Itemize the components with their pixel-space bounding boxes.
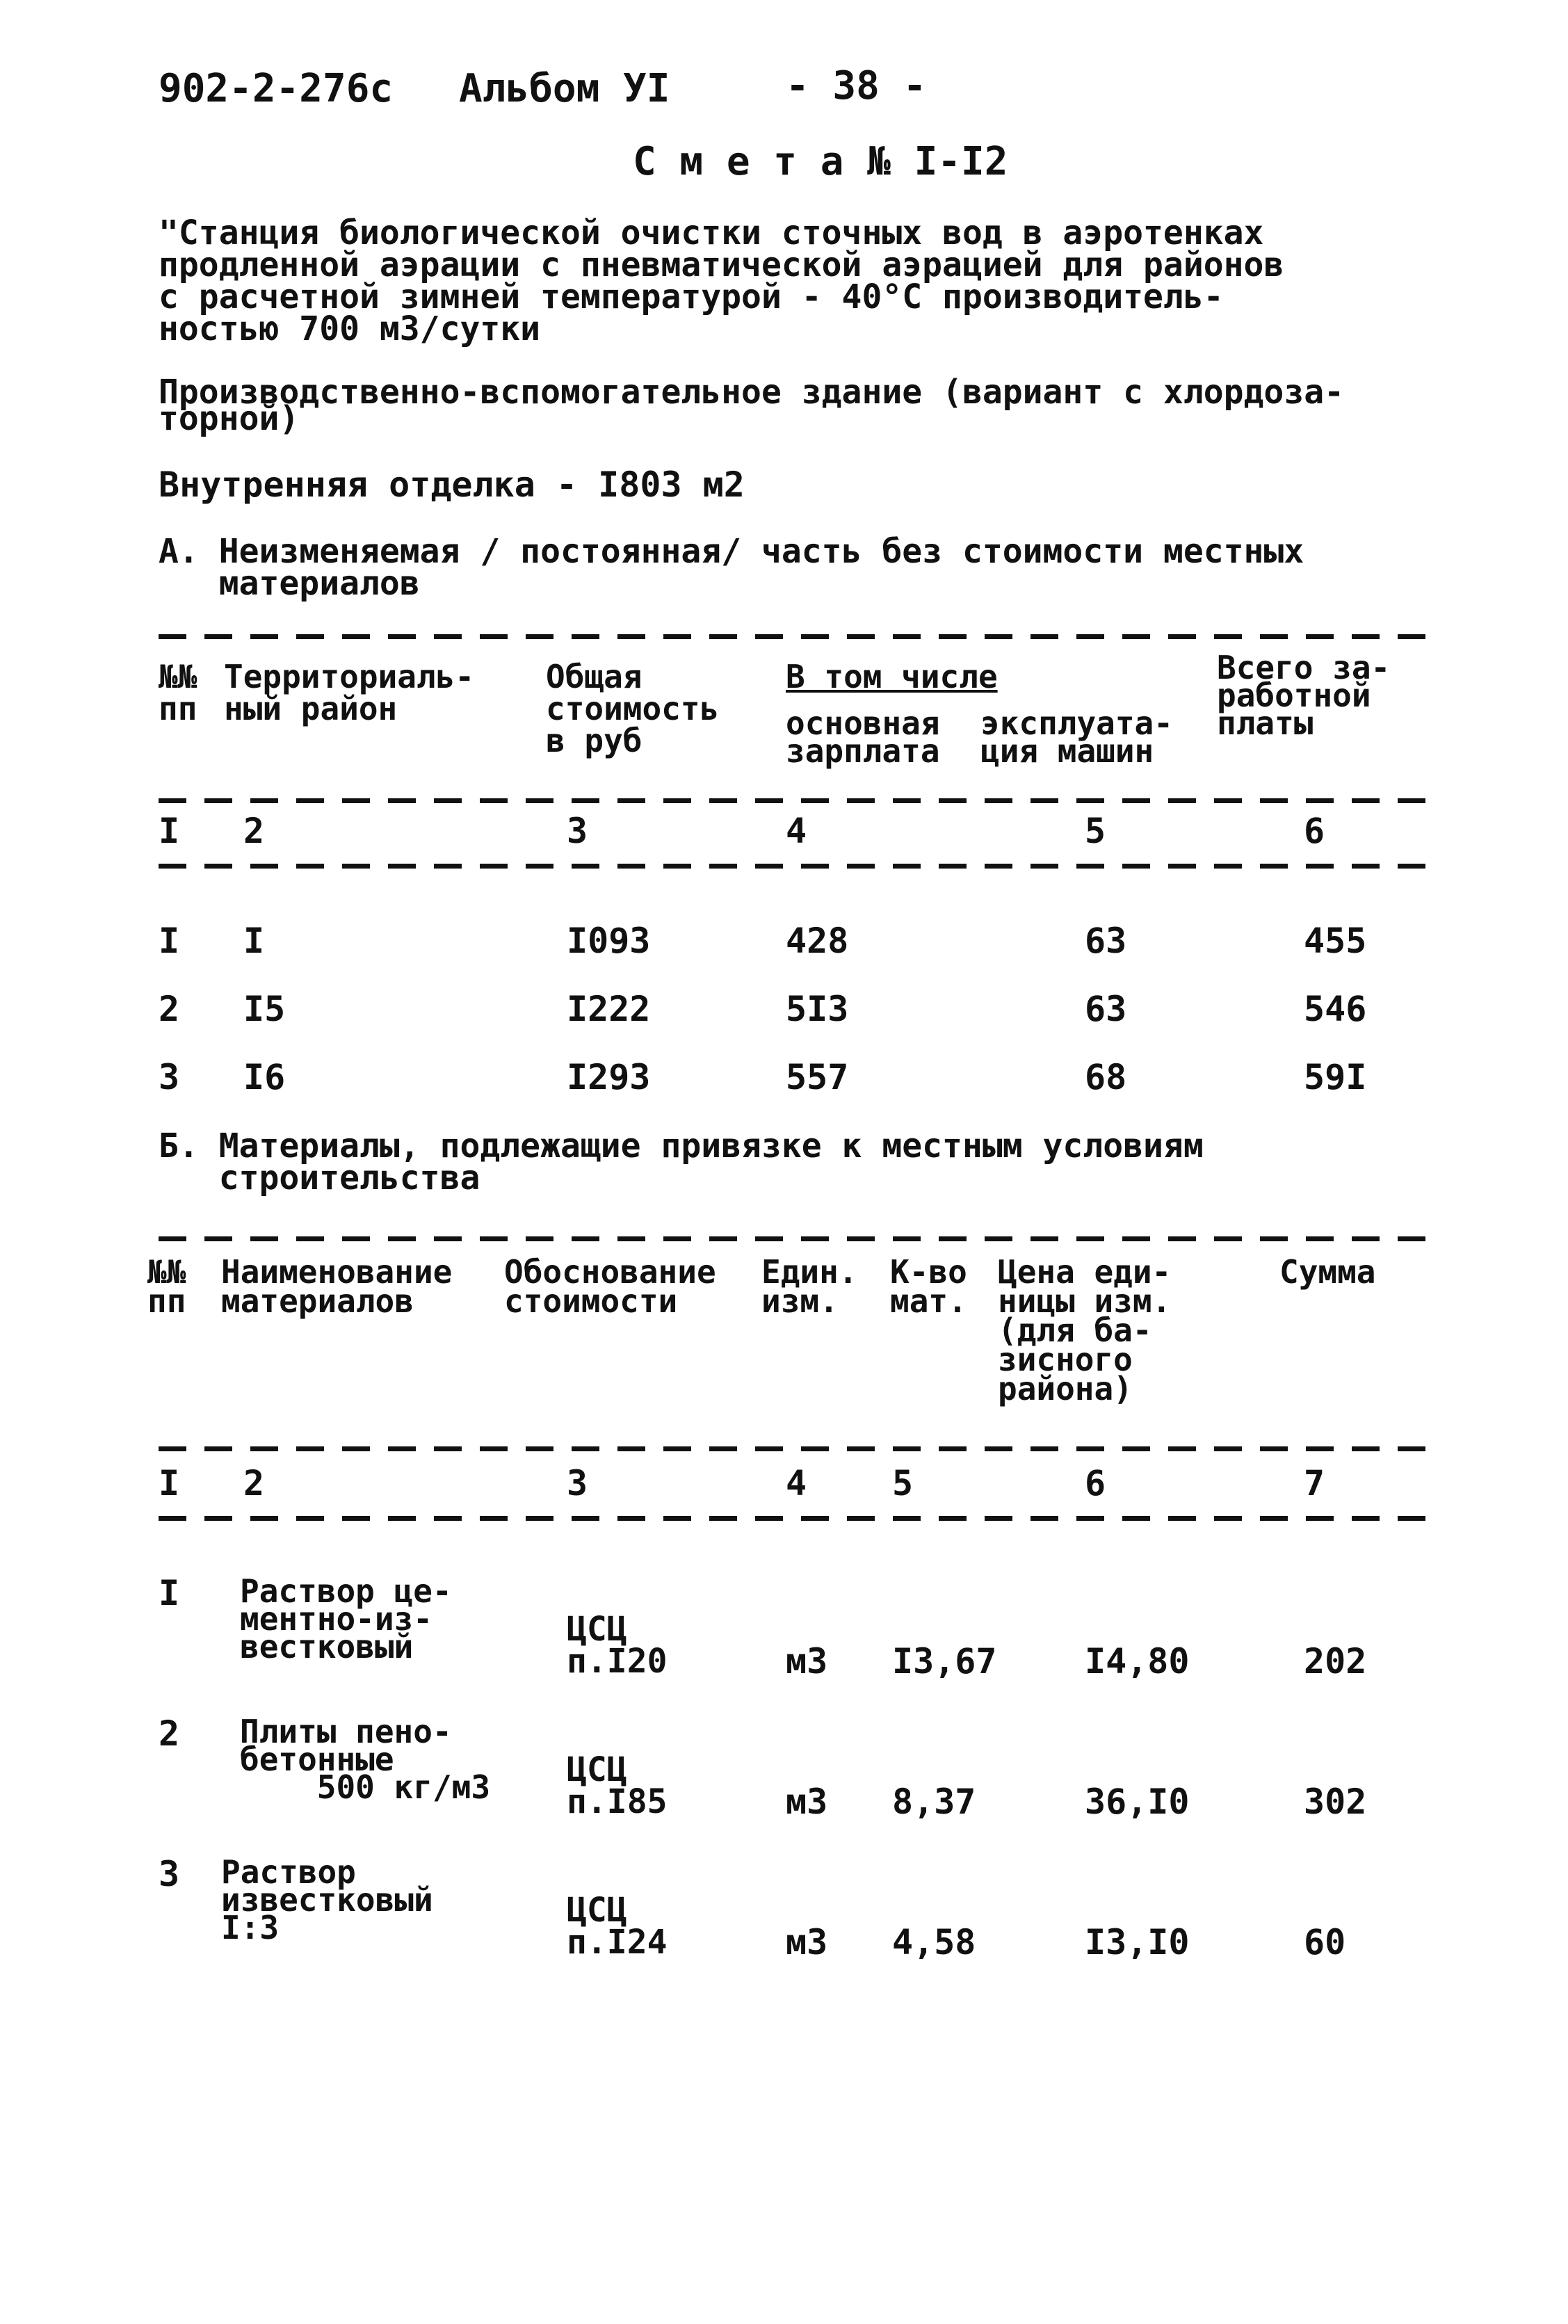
col-number: 4: [786, 1463, 807, 1503]
row-basis: ЦСЦ п.I85: [567, 1750, 668, 1821]
row-unit: м3: [786, 1641, 828, 1681]
row-machines: 63: [1085, 921, 1127, 961]
col-number: 3: [567, 811, 588, 851]
col-header-basis: Обоснование стоимости: [504, 1253, 716, 1320]
row-total-wages: 546: [1304, 989, 1367, 1029]
row-material-name: Раствор це- ментно-из- вестковый: [240, 1572, 452, 1665]
estimate-title: С м е т а № I-I2: [633, 139, 1008, 184]
col-header-total-cost: Общая стоимость в руб: [546, 658, 720, 759]
row-machines: 63: [1085, 989, 1127, 1029]
col-number: 2: [243, 1463, 265, 1503]
album-label: Альбом УI: [459, 66, 670, 111]
col-number: 2: [243, 811, 265, 851]
row-material-name: Раствор известковый I:3: [221, 1853, 433, 1946]
col-header-total-wages: Всего за- работной платы: [1217, 649, 1391, 742]
finish-area: Внутренняя отделка - I803 м2: [159, 465, 745, 505]
row-region: I5: [243, 989, 286, 1029]
section-a-title: А. Неизменяемая / постоянная/ часть без стоимости местных материалов: [159, 532, 1304, 603]
building-name: Производственно-вспомогательное здание (вариант с хлордоза- торной): [159, 373, 1345, 438]
row-unit: м3: [786, 1782, 828, 1822]
row-total-wages: 455: [1304, 921, 1367, 961]
row-unit: м3: [786, 1922, 828, 1962]
col-header-region: Территориаль- ный район: [224, 658, 475, 727]
divider: [159, 798, 1441, 803]
row-basis: ЦСЦ п.I20: [567, 1610, 668, 1681]
col-number: 6: [1085, 1463, 1106, 1503]
row-num: 3: [159, 1057, 180, 1097]
row-num: 2: [159, 989, 180, 1029]
project-description: "Станция биологической очистки сточных вод в аэротенках продленной аэрации с пневматической аэрацией для районов с расчетной зимней температурой - 40°С производитель- ностью 700 м3/сутки: [159, 213, 1284, 348]
document-code: 902-2-276c: [159, 66, 394, 111]
col-number: 5: [892, 1463, 914, 1503]
row-region: I6: [243, 1057, 286, 1097]
col-number: 7: [1304, 1463, 1325, 1503]
row-region: I: [243, 921, 265, 961]
row-quantity: 4,58: [892, 1922, 976, 1962]
col-header-unit: Един. изм.: [761, 1253, 858, 1320]
col-number: 4: [786, 811, 807, 851]
page-number: - 38 -: [786, 63, 927, 108]
row-total-cost: I222: [567, 989, 651, 1029]
row-base-wages: 428: [786, 921, 849, 961]
row-base-wages: 5I3: [786, 989, 849, 1029]
col-number: I: [159, 1463, 180, 1503]
col-header-base-wages: основная зарплата: [786, 704, 940, 770]
col-header-num: №№ пп: [159, 658, 197, 727]
row-total-cost: I093: [567, 921, 651, 961]
divider: [159, 1516, 1441, 1521]
row-sum: 202: [1304, 1641, 1367, 1681]
row-unit-price: I3,I0: [1085, 1922, 1190, 1962]
row-unit-price: I4,80: [1085, 1641, 1190, 1681]
col-header-qty: К-во мат.: [890, 1253, 967, 1320]
row-total-wages: 59I: [1304, 1057, 1367, 1097]
section-b-title: Б. Материалы, подлежащие привязке к местным условиям строительства: [159, 1127, 1204, 1197]
row-total-cost: I293: [567, 1057, 651, 1097]
row-sum: 60: [1304, 1922, 1346, 1962]
col-number: I: [159, 811, 180, 851]
col-header-sum: Сумма: [1279, 1253, 1376, 1291]
col-header-name: Наименование материалов: [221, 1253, 453, 1320]
row-material-name: Плиты пено- бетонные 500 кг/м3: [240, 1713, 491, 1806]
row-num: 3: [159, 1854, 180, 1894]
col-number: 6: [1304, 811, 1325, 851]
row-unit-price: 36,I0: [1085, 1782, 1190, 1822]
row-num: I: [159, 1573, 180, 1613]
col-header-including: В том числе: [786, 658, 998, 695]
divider: [159, 634, 1441, 639]
col-number: 3: [567, 1463, 588, 1503]
row-machines: 68: [1085, 1057, 1127, 1097]
row-num: I: [159, 921, 180, 961]
divider: [159, 864, 1441, 869]
row-quantity: I3,67: [892, 1641, 997, 1681]
row-num: 2: [159, 1713, 180, 1754]
col-header-machines: эксплуата- ция машин: [980, 704, 1173, 770]
col-number: 5: [1085, 811, 1106, 851]
divider: [159, 1236, 1441, 1241]
col-header-unit-price: Цена еди- ницы изм. (для ба- зисного района): [998, 1253, 1172, 1407]
col-header-num: №№ пп: [147, 1253, 186, 1320]
row-base-wages: 557: [786, 1057, 849, 1097]
divider: [159, 1446, 1441, 1451]
row-sum: 302: [1304, 1782, 1367, 1822]
row-quantity: 8,37: [892, 1782, 976, 1822]
row-basis: ЦСЦ п.I24: [567, 1891, 668, 1962]
